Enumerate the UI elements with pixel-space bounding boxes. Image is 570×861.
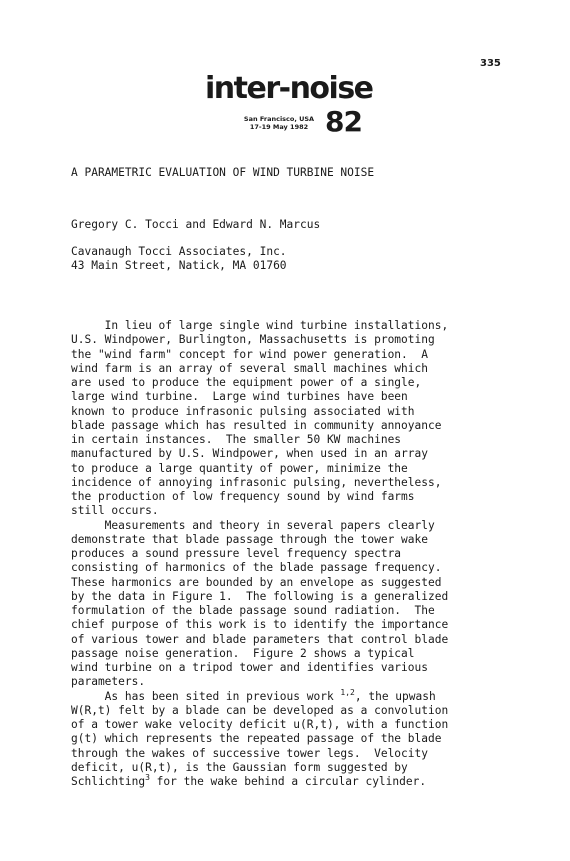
body-line: through the wakes of successive tower legs. Velocity [71, 746, 428, 760]
logo-location: San Francisco, USA [243, 115, 315, 123]
citation-superscript: 1,2 [340, 687, 355, 697]
paper-title: A PARAMETRIC EVALUATION OF WIND TURBINE NOISE [71, 166, 375, 179]
body-line: the production of low frequency sound by wind farms [71, 490, 415, 503]
body-line: Measurements and theory in several papers clearly [71, 518, 435, 532]
logo-dates: 17-19 May 1982 [249, 123, 309, 131]
page-number: 335 [480, 58, 501, 69]
body-line: passage noise generation. Figure 2 shows a typical [71, 646, 415, 660]
body-line: As has been sited in previous work $^{1,2}$, the upwash [71, 687, 436, 703]
body-line: by the data in Figure 1. The following is a generalized [71, 589, 449, 603]
body-line: still occurs. [71, 504, 159, 518]
body-line: U.S. Windpower, Burlington, Massachusetts is promoting [71, 333, 435, 347]
paper-authors: Gregory C. Tocci and Edward N. Marcus [71, 218, 321, 231]
body-line: are used to produce the equipment power of a single, [71, 376, 422, 389]
affiliation-line-1: Cavanaugh Tocci Associates, Inc. [71, 245, 287, 258]
body-paragraphs [71, 319, 448, 690]
citation-superscript: 3 [145, 773, 150, 782]
logo-year: 82 [325, 105, 362, 138]
body-line: incidence of annoying infrasonic pulsing, nevertheless, [71, 475, 442, 489]
affiliation-line-2: 43 Main Street, Natick, MA 01760 [71, 259, 287, 272]
body-line: demonstrate that blade passage through the tower wake [71, 532, 428, 546]
body-line: produces a sound pressure level frequency spectra [71, 547, 402, 560]
body-line: of various tower and blade parameters that control blade [71, 632, 449, 646]
body-line: known to produce infrasonic pulsing associated with [71, 404, 415, 418]
body-line: g(t) which represents the repeated passage of the blade [71, 732, 442, 746]
logo-wordmark: inter-noise [205, 71, 373, 106]
body-line: the "wind farm" concept for wind power generation. A [71, 347, 428, 361]
body-line: large wind turbine. Large wind turbines have been [71, 390, 408, 404]
body-line: Schlichting$^3$ for the wake behind a circular cylinder. [71, 773, 427, 788]
body-line: wind turbine on a tripod tower and identifies various [71, 661, 428, 674]
body-line: blade passage which has resulted in community annoyance [71, 418, 442, 432]
paper-body [71, 319, 448, 789]
body-line: deficit, u(R,t), is the Gaussian form suggested by [71, 760, 408, 774]
body-line: In lieu of large single wind turbine installations, [71, 319, 449, 332]
body-line: manufactured by U.S. Windpower, when used in an array [71, 447, 428, 461]
body-line: in certain instances. The smaller 50 KW machines [71, 433, 402, 446]
body-line: of a tower wake velocity deficit u(R,t), with a function [71, 718, 449, 731]
body-line: to produce a large quantity of power, minimize the [71, 461, 408, 475]
body-line: parameters. [71, 675, 146, 689]
body-line: consisting of harmonics of the blade passage frequency. [71, 561, 442, 575]
body-line: These harmonics are bounded by an envelope as suggested [71, 575, 442, 589]
body-line: W(R,t) felt by a blade can be developed as a convolution [71, 703, 449, 717]
body-line: chief purpose of this work is to identify the importance [71, 618, 449, 632]
body-line: formulation of the blade passage sound radiation. The [71, 604, 435, 617]
body-line: wind farm is an array of several small machines which [71, 361, 428, 375]
